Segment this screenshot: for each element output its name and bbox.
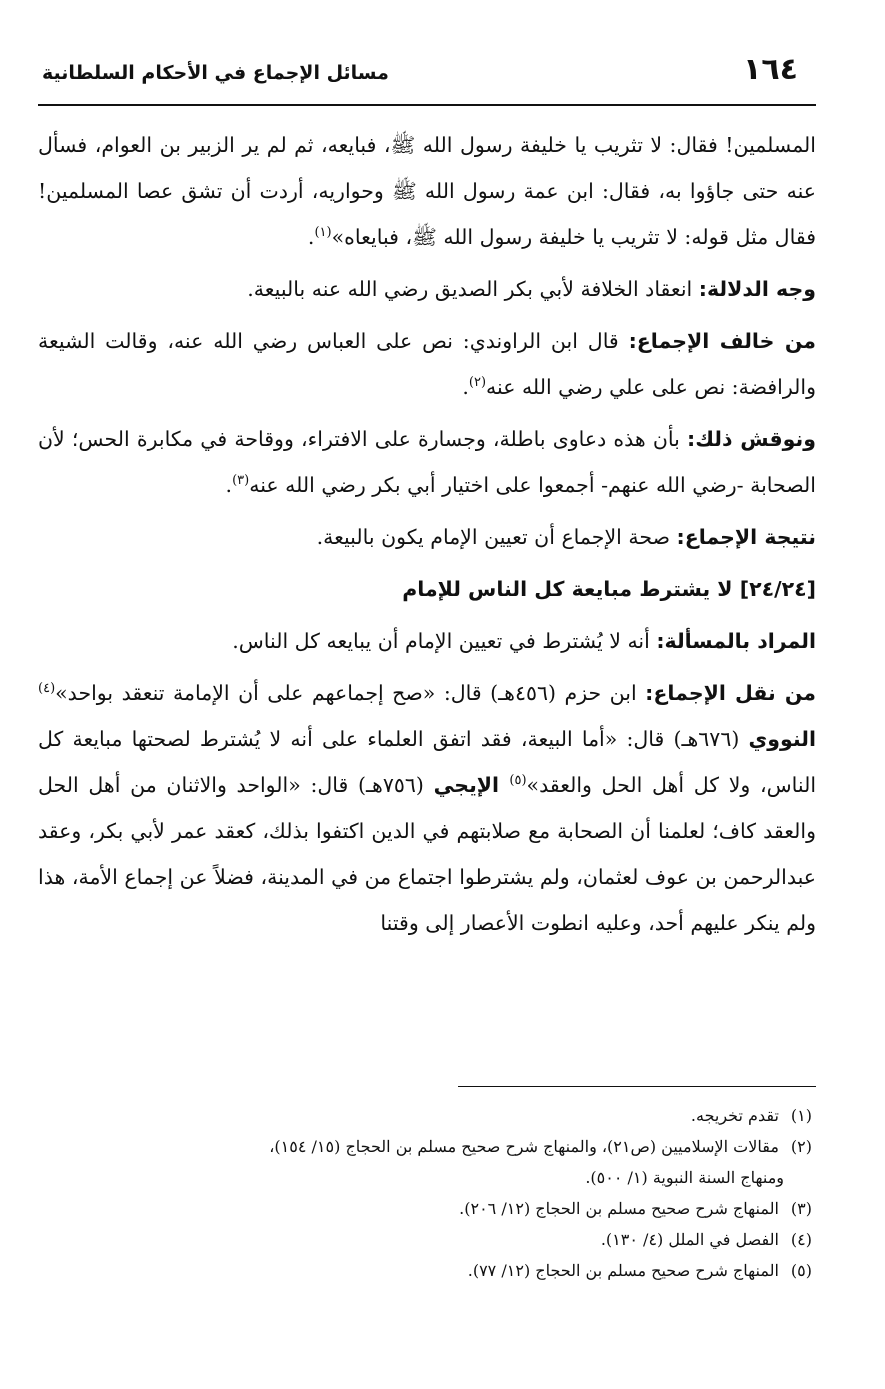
header-rule — [38, 104, 816, 106]
scholar-name: النووي — [748, 727, 816, 751]
term-label: نتيجة الإجماع: — [676, 525, 816, 549]
footnote-ref[interactable]: (١) — [314, 225, 332, 241]
footnote-text: المنهاج شرح صحيح مسلم بن الحجاج (١٢/ ٧٧). — [467, 1261, 779, 1280]
paragraph-text: (٦٧٦هـ) قال: «أما البيعة، فقد اتفق العلماء على أنه لا يُشترط لصحتها مبايعة كل الناس، ولا كل أهل الحل والعقد» — [38, 727, 817, 797]
footnote-ref[interactable]: (٥) — [509, 773, 527, 789]
page-header — [38, 48, 816, 100]
paragraph-text: انعقاد الخلافة لأبي بكر الصديق رضي الله عنه بالبيعة. — [247, 277, 699, 301]
footnote-number: (٢) — [790, 1137, 812, 1156]
footnote-ref[interactable]: (٢) — [468, 375, 487, 391]
paragraph-dissent — [38, 318, 816, 410]
footnote-item — [38, 1224, 816, 1255]
footnote-separator — [458, 1086, 816, 1087]
paragraph-text: (٧٥٦هـ) قال: «الواحد والاثنان من أهل الحل والعقد كاف؛ لعلمنا أن الصحابة مع صلابتهم في الدين اكتفوا بذلك، كعقد عمر لأبي بكر، وعقد عبدالرحمن بن عوف لعثمان، ولم يشترطوا اجتماع من في المدينة، فضلاً عن إجماع الأمة، هذا ولم ينكر عليهم أحد، وعليه انطوت الأعصار إلى وقتنا — [38, 773, 816, 935]
term-label: ونوقش ذلك: — [687, 427, 816, 451]
paragraph-hadith-continuation — [38, 122, 816, 260]
paragraph-text: المسلمين! فقال: لا تثريب يا خليفة رسول الله ﷺ، فبايعه، ثم لم ير الزبير بن العوام، فسأل عنه حتى جاؤوا به، فقال: ابن عمة رسول الله ﷺ وحواريه، أردت أن تشق عصا المسلمين! فقال مثل قوله: لا تثريب يا خليفة رسول الله ﷺ، فبايعاه» — [38, 133, 816, 249]
footnote-item — [38, 1100, 816, 1131]
paragraph-result — [38, 514, 816, 560]
paragraph-end: . — [307, 225, 315, 249]
footnote-item — [38, 1255, 816, 1286]
footnotes — [38, 1100, 816, 1286]
term-label: وجه الدلالة: — [698, 277, 816, 301]
paragraph-text: بأن هذه دعاوى باطلة، وجسارة على الافتراء، ووقاحة في مكابرة الحس؛ لأن الصحابة -رضي الله عنهم- أجمعوا على اختيار أبي بكر رضي الله عنه — [38, 427, 816, 497]
book-page — [38, 48, 816, 1368]
footnote-continuation: ومنهاج السنة النبوية (١/ ٥٠٠). — [585, 1168, 784, 1187]
footnote-ref[interactable]: (٣) — [232, 473, 250, 489]
footnote-number: (٥) — [790, 1261, 812, 1280]
footnote-item — [38, 1193, 816, 1224]
footnote-number: (٣) — [790, 1199, 812, 1218]
term-label: من خالف الإجماع: — [628, 329, 816, 353]
footnote-text: تقدم تخريجه. — [690, 1106, 779, 1125]
running-title: مسائل الإجماع في الأحكام السلطانية — [42, 62, 389, 84]
paragraph-rebuttal — [38, 416, 816, 508]
scholar-name: الإيجي — [433, 773, 510, 797]
footnote-item — [38, 1131, 816, 1162]
footnote-text: الفصل في الملل (٤/ ١٣٠). — [600, 1230, 779, 1249]
paragraph-text: أنه لا يُشترط في تعيين الإمام أن يبايعه كل الناس. — [232, 629, 657, 653]
footnote-number: (٤) — [790, 1230, 812, 1249]
section-heading: [٢٤/٢٤] لا يشترط مبايعة كل الناس للإمام — [402, 577, 816, 601]
footnote-ref[interactable]: (٤) — [38, 681, 56, 697]
page-number: ١٦٤ — [743, 52, 798, 87]
paragraph-text: صحة الإجماع أن تعيين الإمام يكون بالبيعة. — [316, 525, 677, 549]
footnote-number: (١) — [790, 1106, 812, 1125]
term-label: المراد بالمسألة: — [656, 629, 816, 653]
paragraph-text: ابن حزم (٤٥٦هـ) قال: «صح إجماعهم على أن الإمامة تنعقد بواحد» — [55, 681, 646, 705]
term-label: من نقل الإجماع: — [645, 681, 816, 705]
body-text — [38, 122, 816, 952]
footnote-text: المنهاج شرح صحيح مسلم بن الحجاج (١٢/ ٢٠٦). — [459, 1199, 779, 1218]
footnote-text: مقالات الإسلاميين (ص٢١)، والمنهاج شرح صحيح مسلم بن الحجاج (١٥/ ١٥٤)، — [269, 1137, 779, 1156]
paragraph-evidence — [38, 266, 816, 312]
paragraph-text: قال ابن الراوندي: نص على العباس رضي الله عنه، وقالت الشيعة والرافضة: نص على علي رضي الله عنه — [38, 329, 816, 399]
paragraph-end: . — [225, 473, 233, 497]
paragraph-meaning — [38, 618, 816, 664]
paragraph-end: . — [462, 375, 469, 399]
paragraph-consensus-reporters — [38, 670, 816, 946]
